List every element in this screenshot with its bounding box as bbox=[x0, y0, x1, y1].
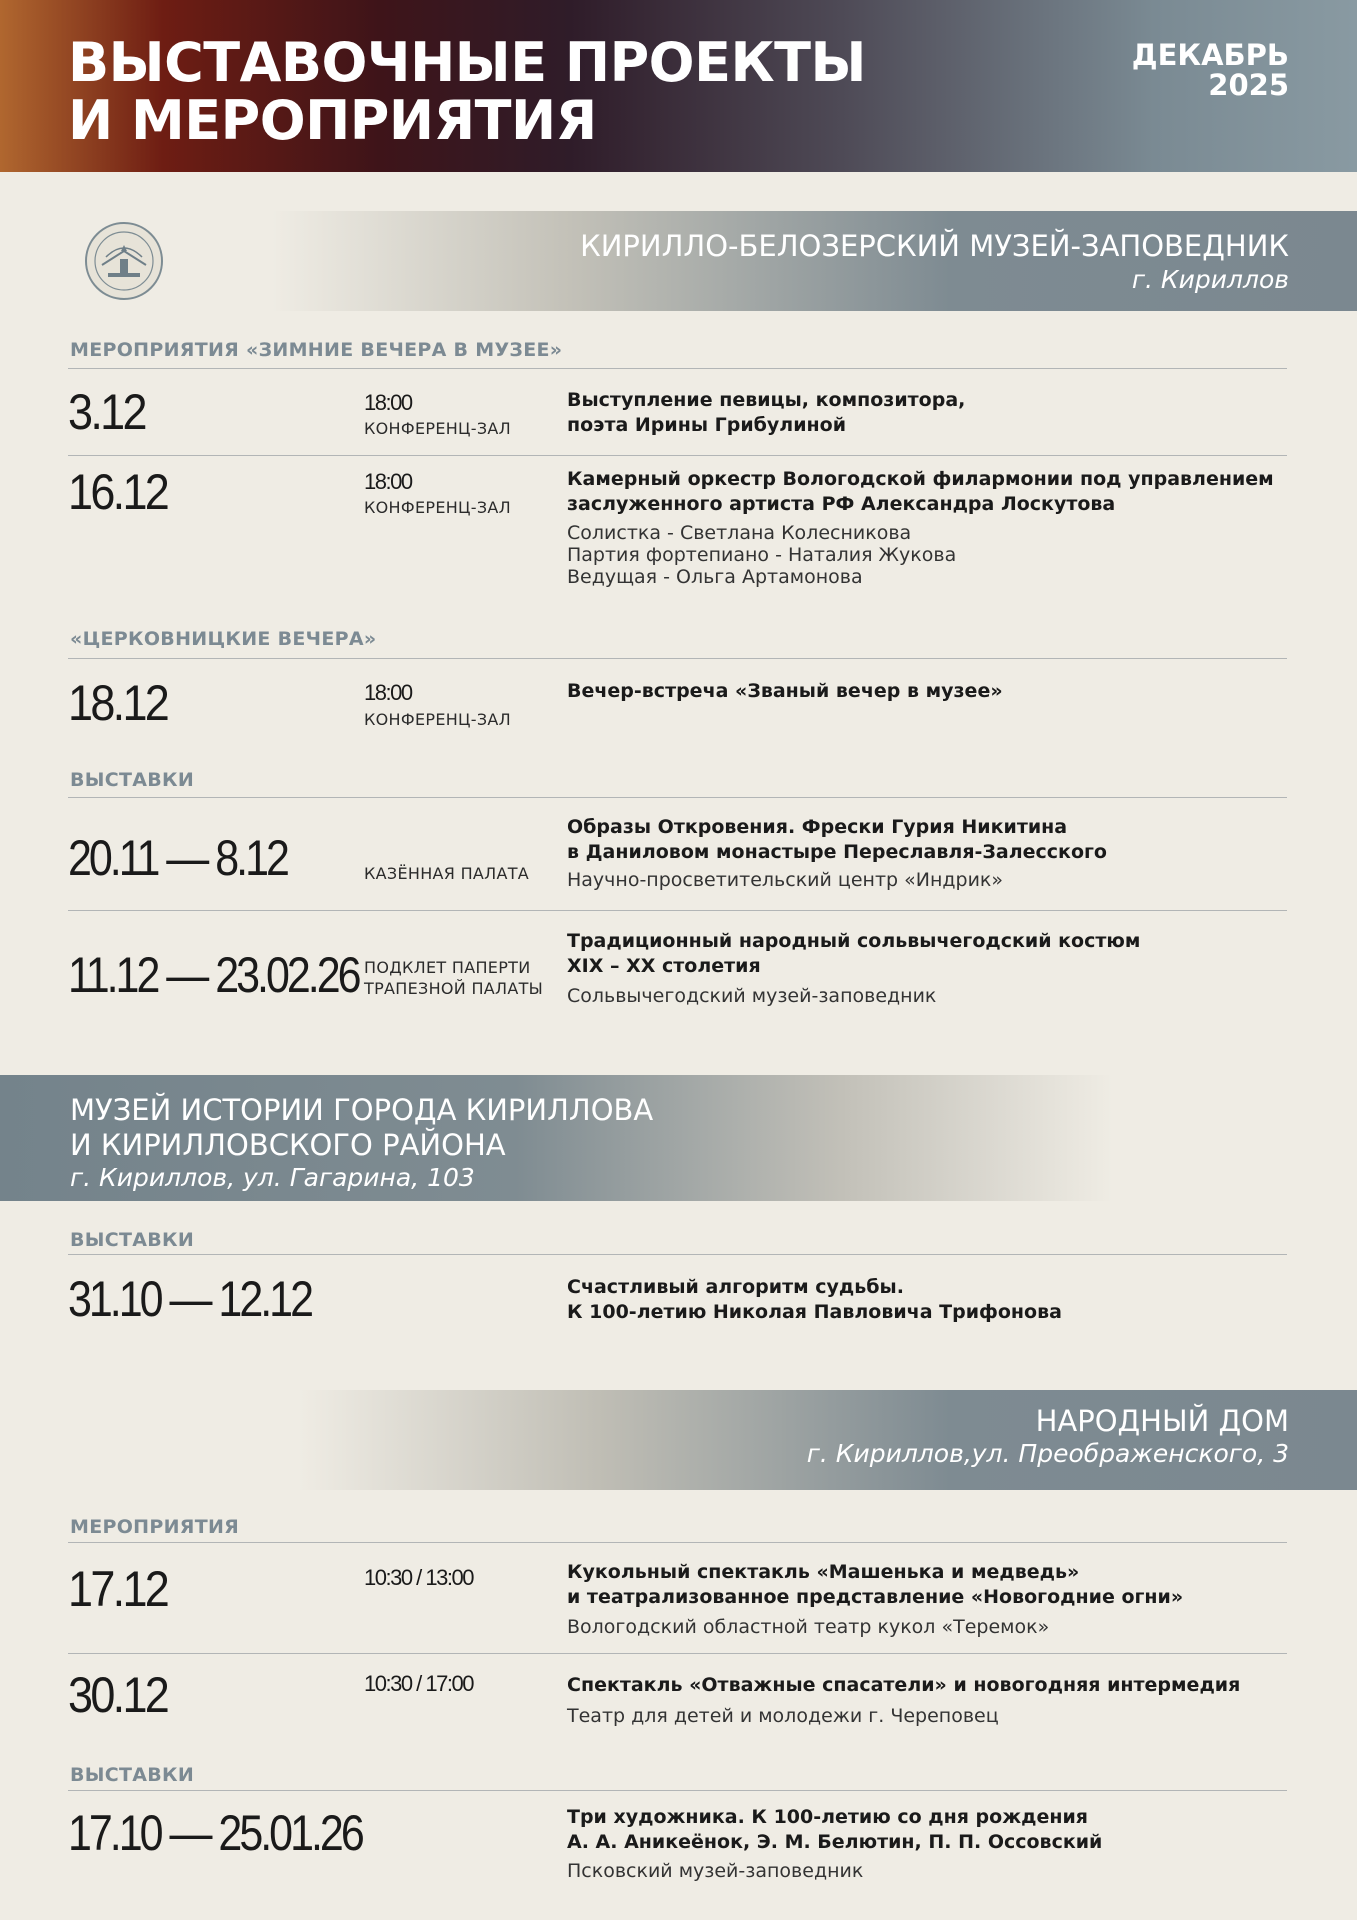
event-time: 18:00 bbox=[364, 469, 412, 494]
section-label-exhibitions: ВЫСТАВКИ bbox=[70, 1229, 195, 1251]
section-label-church-evenings: «ЦЕРКОВНИЦКИЕ ВЕЧЕРА» bbox=[70, 628, 377, 650]
exhibition-title bbox=[567, 1275, 1287, 1325]
event-venue: КОНФЕРЕНЦ-ЗАЛ bbox=[364, 710, 511, 729]
museum-2-address: г. Кириллов, ул. Гагарина, 103 bbox=[70, 1163, 475, 1192]
museum-3-address: г. Кириллов,ул. Преображенского, 3 bbox=[806, 1439, 1289, 1468]
event-time: 10:30 / 17:00 bbox=[364, 1671, 473, 1696]
divider bbox=[68, 1254, 1287, 1255]
event-title-line: и театрализованное представление «Новогодние огни» bbox=[567, 1586, 1184, 1608]
event-title-line: заслуженного артиста РФ Александра Лоскутова bbox=[567, 493, 1116, 515]
exhibition-venue bbox=[364, 957, 543, 999]
exhibition-title bbox=[567, 1805, 1287, 1855]
period-month: ДЕКАБРЬ bbox=[1131, 38, 1289, 72]
exhibition-venue-line: КАЗЁННАЯ ПАЛАТА bbox=[364, 864, 530, 883]
event-title-line: поэта Ирины Грибулиной bbox=[567, 414, 847, 436]
exhibition-title-line: Традиционный народный сольвычегодский костюм bbox=[567, 930, 1141, 952]
event-date: 18.12 bbox=[68, 675, 168, 731]
page-title-line-2: И МЕРОПРИЯТИЯ bbox=[68, 89, 597, 152]
divider bbox=[68, 910, 1287, 911]
exhibition-title-line: А. А. Аникеёнок, Э. М. Белютин, П. П. Оссовский bbox=[567, 1831, 1103, 1853]
event-title bbox=[567, 1560, 1287, 1610]
event-venue: КОНФЕРЕНЦ-ЗАЛ bbox=[364, 498, 511, 517]
event-date: 16.12 bbox=[68, 464, 168, 520]
exhibition-title-line: Образы Откровения. Фрески Гурия Никитина bbox=[567, 816, 1068, 838]
event-title-line: Камерный оркестр Вологодской филармонии под управлением bbox=[567, 468, 1274, 490]
museum-3-name: НАРОДНЫЙ ДОМ bbox=[1035, 1404, 1289, 1438]
event-detail-line: Партия фортепиано - Наталия Жукова bbox=[567, 544, 957, 566]
event-venue: КОНФЕРЕНЦ-ЗАЛ bbox=[364, 419, 511, 438]
event-title bbox=[567, 679, 1287, 704]
exhibition-title-line: в Даниловом монастыре Переславля-Залесского bbox=[567, 841, 1107, 863]
museum-emblem-icon bbox=[84, 221, 164, 301]
page-title-line-1: ВЫСТАВОЧНЫЕ ПРОЕКТЫ bbox=[68, 31, 866, 94]
exhibition-dates: 31.10 — 12.12 bbox=[68, 1271, 311, 1327]
page-title bbox=[68, 31, 866, 152]
exhibition-title-line: К 100-летию Николая Павловича Трифонова bbox=[567, 1301, 1062, 1323]
event-source: Театр для детей и молодежи г. Череповец bbox=[567, 1705, 999, 1727]
page-header bbox=[0, 0, 1357, 172]
section-label-exhibitions: ВЫСТАВКИ bbox=[70, 1764, 195, 1786]
exhibition-dates: 11.12 — 23.02.26 bbox=[68, 947, 359, 1003]
exhibition-title-line: Три художника. К 100-летию со дня рождения bbox=[567, 1806, 1088, 1828]
divider bbox=[68, 455, 1287, 456]
exhibition-source: Псковский музей-заповедник bbox=[567, 1860, 864, 1882]
section-label-exhibitions: ВЫСТАВКИ bbox=[70, 769, 195, 791]
event-title-line: Вечер-встреча «Званый вечер в музее» bbox=[567, 680, 1003, 702]
museum-2-name-line: МУЗЕЙ ИСТОРИИ ГОРОДА КИРИЛЛОВА bbox=[70, 1093, 654, 1127]
exhibition-venue bbox=[364, 863, 529, 884]
event-time: 10:30 / 13:00 bbox=[364, 1565, 473, 1590]
event-date: 17.12 bbox=[68, 1561, 168, 1617]
event-time: 18:00 bbox=[364, 680, 412, 705]
exhibition-title bbox=[567, 815, 1287, 865]
exhibition-source: Сольвычегодский музей-заповедник bbox=[567, 985, 937, 1007]
event-detail-line: Ведущая - Ольга Артамонова bbox=[567, 566, 863, 588]
event-title-line: Кукольный спектакль «Машенька и медведь» bbox=[567, 1561, 1080, 1583]
event-details bbox=[567, 522, 1287, 588]
event-title-line: Спектакль «Отважные спасатели» и новогодняя интермедия bbox=[567, 1674, 1241, 1696]
divider bbox=[68, 1542, 1287, 1543]
exhibition-dates: 17.10 — 25.01.26 bbox=[68, 1805, 362, 1861]
event-date: 3.12 bbox=[68, 384, 145, 440]
event-source: Вологодский областной театр кукол «Теремок» bbox=[567, 1616, 1050, 1638]
event-title-line: Выступление певицы, композитора, bbox=[567, 389, 966, 411]
divider bbox=[68, 1653, 1287, 1654]
event-title bbox=[567, 388, 1287, 438]
event-title bbox=[567, 1673, 1287, 1698]
exhibition-source: Научно-просветительский центр «Индрик» bbox=[567, 869, 1004, 891]
museum-1-name: КИРИЛЛО-БЕЛОЗЕРСКИЙ МУЗЕЙ-ЗАПОВЕДНИК bbox=[580, 229, 1289, 263]
exhibition-title-line: XIX – XX столетия bbox=[567, 955, 761, 977]
event-date: 30.12 bbox=[68, 1667, 168, 1723]
exhibition-dates: 20.11 — 8.12 bbox=[68, 830, 287, 886]
museum-1-city: г. Кириллов bbox=[1131, 265, 1289, 294]
event-title bbox=[567, 467, 1287, 517]
period-label bbox=[1132, 40, 1289, 100]
divider bbox=[68, 797, 1287, 798]
exhibition-title bbox=[567, 929, 1287, 979]
exhibition-venue-line: ПОДКЛЕТ ПАПЕРТИ bbox=[364, 958, 531, 977]
exhibition-title-line: Счастливый алгоритм судьбы. bbox=[567, 1276, 904, 1298]
exhibition-venue-line: ТРАПЕЗНОЙ ПАЛАТЫ bbox=[364, 979, 544, 998]
divider bbox=[68, 368, 1287, 369]
period-year: 2025 bbox=[1208, 68, 1289, 102]
divider bbox=[68, 658, 1287, 659]
event-detail-line: Солистка - Светлана Колесникова bbox=[567, 522, 912, 544]
museum-2-name bbox=[70, 1093, 653, 1163]
section-label-winter-evenings: МЕРОПРИЯТИЯ «ЗИМНИЕ ВЕЧЕРА В МУЗЕЕ» bbox=[70, 339, 563, 361]
event-time: 18:00 bbox=[364, 390, 412, 415]
section-label-events: МЕРОПРИЯТИЯ bbox=[70, 1516, 240, 1538]
museum-2-name-line: И КИРИЛЛОВСКОГО РАЙОНА bbox=[70, 1128, 506, 1162]
divider bbox=[68, 1790, 1287, 1791]
